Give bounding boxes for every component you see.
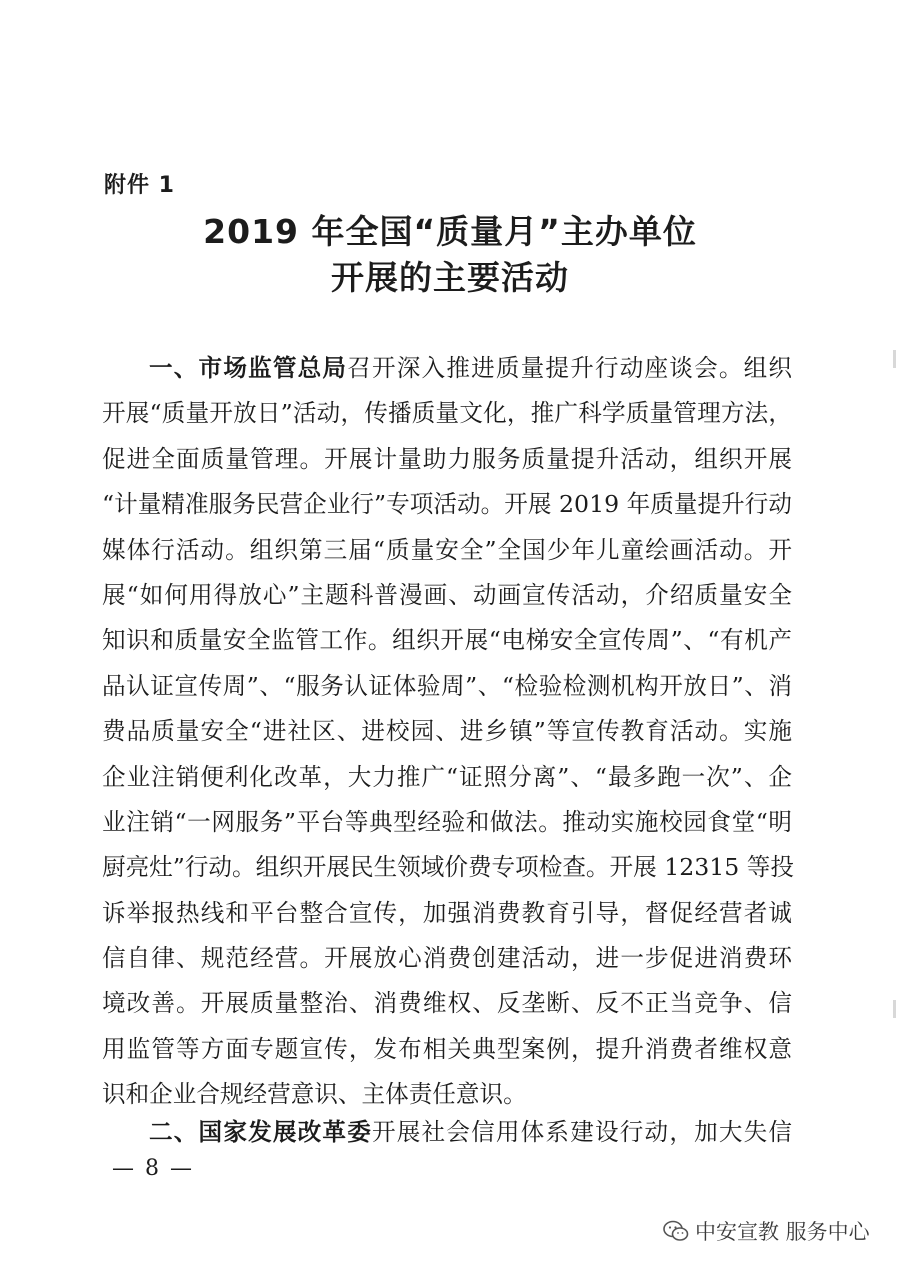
watermark <box>663 1216 870 1246</box>
attachment-label: 附件 1 <box>104 173 175 198</box>
paragraph-1-line: “计量精准服务民营企业行”专项活动。开展 2019 年质量提升行动 <box>102 490 792 519</box>
wechat-icon <box>663 1220 689 1242</box>
scan-edge-mark <box>893 1000 896 1018</box>
paragraph-1-line: 识和企业合规经营意识、主体责任意识。 <box>102 1080 527 1109</box>
paragraph-1-line: 境改善。开展质量整治、消费维权、反垄断、反不正当竞争、信 <box>102 989 792 1018</box>
paragraph-1-line: 媒体行活动。组织第三届“质量安全”全国少年儿童绘画活动。开 <box>102 535 792 564</box>
paragraph-1-line-1: 一、市场监管总局召开深入推进质量提升行动座谈会。组织 <box>149 354 793 382</box>
paragraph-1-line: 品认证宣传周”、“服务认证体验周”、“检验检测机构开放日”、消 <box>102 671 792 700</box>
paragraph-2-line-1: 二、国家发展改革委开展社会信用体系建设行动，加大失信 <box>149 1118 793 1146</box>
paragraph-1-line: 企业注销便利化改革，大力推广“证照分离”、“最多跑一次”、企 <box>102 762 792 791</box>
paragraph-1-line: 诉举报热线和平台整合宣传，加强消费教育引导，督促经营者诚 <box>102 898 792 927</box>
document-title-line-2: 开展的主要活动 <box>331 258 569 297</box>
paragraph-2 <box>102 1110 792 1155</box>
paragraph-1-lead: 一、市场监管总局 <box>149 354 348 382</box>
paragraph-1-line: 费品质量安全“进社区、进校园、进乡镇”等宣传教育活动。实施 <box>102 717 792 746</box>
paragraph-1-line: 展“如何用得放心”主题科普漫画、动画宣传活动，介绍质量安全 <box>102 580 792 609</box>
paragraph-1-line: 厨亮灶”行动。组织开展民生领域价费专项检查。开展 12315 等投 <box>102 853 794 882</box>
paragraph-1-line: 开展“质量开放日”活动，传播质量文化，推广科学质量管理方法， <box>102 399 792 428</box>
paragraph-1-line: 知识和质量安全监管工作。组织开展“电梯安全宣传周”、“有机产 <box>102 626 792 655</box>
paragraph-1-line: 业注销“一网服务”平台等典型经验和做法。推动实施校园食堂“明 <box>102 807 792 836</box>
paragraph-2-lead: 二、国家发展改革委 <box>149 1118 372 1146</box>
page-number: — 8 — <box>112 1156 194 1181</box>
paragraph-1-line: 信自律、规范经营。开展放心消费创建活动，进一步促进消费环 <box>102 944 792 973</box>
scan-edge-mark <box>893 350 896 368</box>
paragraph-1-line: 促进全面质量管理。开展计量助力服务质量提升活动，组织开展 <box>102 444 792 473</box>
paragraph-1 <box>102 346 792 1118</box>
document-title-line-1: 2019 年全国“质量月”主办单位 <box>203 212 697 251</box>
watermark-text: 中安宣教 服务中心 <box>695 1220 870 1244</box>
paragraph-1-line: 用监管等方面专题宣传，发布相关典型案例，提升消费者维权意 <box>102 1034 792 1063</box>
